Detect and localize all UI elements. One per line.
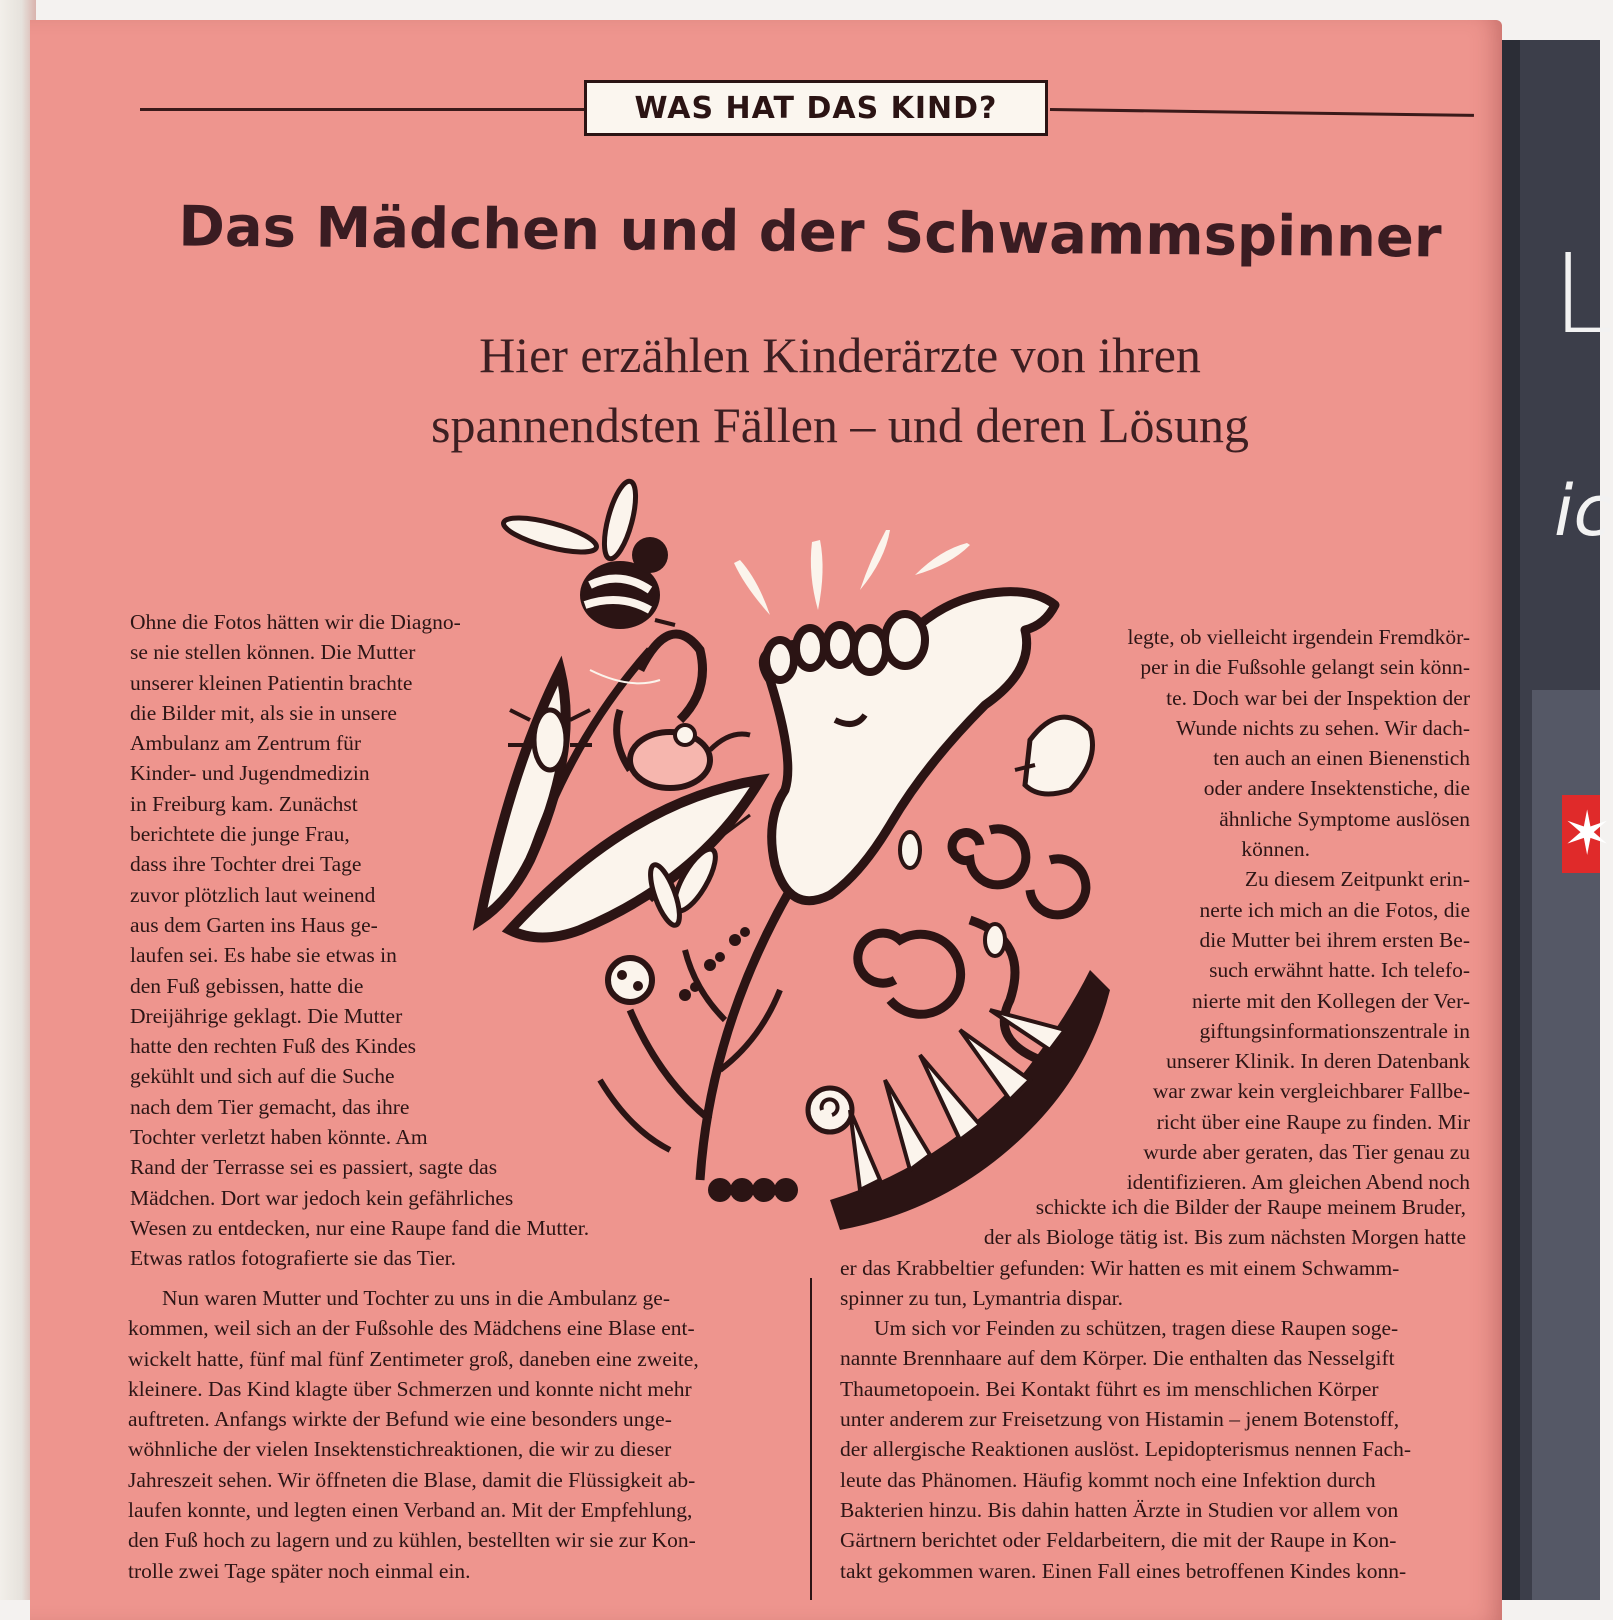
text-line: nierte mit den Kollegen der Ver- — [1192, 988, 1470, 1013]
next-page-text-fragment: L — [1552, 230, 1613, 358]
text-line: er das Krabbeltier gefunden: Wir hatten es mit einem Schwamm- — [840, 1255, 1400, 1280]
text-line: takt gekommen waren. Einen Fall eines betroffenen Kindes konn- — [840, 1558, 1407, 1583]
text-line: Bakterien hinzu. Bis dahin hatten Ärzte in Studien vor allem von — [840, 1497, 1399, 1522]
text-line: gekühlt und sich auf die Suche — [130, 1064, 395, 1089]
text-line: Gärtnern berichtet oder Feldarbeitern, die mit der Raupe in Kon- — [840, 1528, 1397, 1553]
text-line: die Bilder mit, als sie in unsere — [130, 700, 397, 725]
text-line: te. Doch war bei der Inspektion der — [1166, 685, 1470, 710]
text-line: zuvor plötzlich laut weinend — [130, 882, 376, 907]
text-line: nach dem Tier gemacht, das ihre — [130, 1094, 410, 1119]
text-line: Um sich vor Feinden zu schützen, tragen diese Raupen soge- — [874, 1316, 1399, 1341]
text-line: wöhnliche der vielen Insektenstichreaktionen, die wir zu dieser — [128, 1437, 672, 1462]
article-column-right — [1040, 622, 1470, 1198]
text-line: der als Biologe tätig ist. Bis zum nächsten Morgen hatte — [983, 1225, 1466, 1250]
text-line: se nie stellen können. Die Mutter — [130, 640, 416, 665]
text-line: Mädchen. Dort war jedoch kein gefährliches — [130, 1185, 514, 1210]
text-line: unter anderem zur Freisetzung von Histamin – jenem Botenstoff, — [840, 1407, 1400, 1432]
text-line: ähnliche Symptome auslösen — [1219, 806, 1470, 831]
text-line: auftreten. Anfangs wirkte der Befund wie eine besonders unge- — [128, 1407, 672, 1432]
article-subheadline — [260, 320, 1420, 460]
article-headline: Das Mädchen und der Schwammspinner — [178, 194, 1442, 271]
text-line: wickelt hatte, fünf mal fünf Zentimeter groß, daneben eine zweite, — [128, 1346, 699, 1371]
text-line: legte, ob vielleicht irgendein Fremdkör- — [1127, 625, 1470, 649]
text-line: Ambulanz am Zentrum für — [130, 731, 362, 756]
text-line: unserer kleinen Patientin brachte — [130, 670, 413, 695]
text-line: war zwar kein vergleichbarer Fallbe- — [1152, 1079, 1470, 1104]
kicker-rule-left — [140, 108, 584, 111]
star-logo-icon: ✶ — [1562, 795, 1600, 873]
text-line: dass ihre Tochter drei Tage — [130, 852, 362, 877]
subhead-line: spannendsten Fällen – und deren Lösung — [431, 397, 1249, 453]
text-line: trolle zwei Tage später noch einmal ein. — [128, 1558, 471, 1583]
column-divider — [810, 1278, 812, 1600]
text-line: Zu diesem Zeitpunkt erin- — [1244, 867, 1470, 892]
text-line: nannte Brennhaare auf dem Körper. Die enthalten das Nesselgift — [840, 1346, 1395, 1371]
text-line: giftungsinformationszentrale in — [1199, 1018, 1470, 1043]
text-line: Nun waren Mutter und Tochter zu uns in die Ambulanz ge- — [162, 1286, 671, 1310]
text-line: kleinere. Das Kind klagte über Schmerzen und konnte nicht mehr — [128, 1376, 692, 1401]
section-kicker: WAS HAT DAS KIND? — [584, 80, 1048, 136]
snail-icon — [808, 1088, 852, 1132]
text-line: den Fuß gebissen, hatte die — [130, 973, 364, 998]
text-line: in Freiburg kam. Zunächst — [130, 791, 358, 816]
article-column-left-bottom — [128, 1283, 776, 1586]
text-line: der allergische Reaktionen auslöst. Lepidopterismus nennen Fach- — [840, 1437, 1411, 1462]
text-line: leute das Phänomen. Häufig kommt noch eine Infektion durch — [840, 1467, 1376, 1492]
next-page-shadow — [1502, 40, 1520, 1600]
next-page-edge — [1502, 40, 1613, 1600]
text-line: identifizieren. Am gleichen Abend noch — [1126, 1170, 1470, 1195]
text-line: oder andere Insektenstiche, die — [1203, 776, 1470, 801]
text-line: Rand der Terrasse sei es passiert, sagte das — [130, 1155, 498, 1180]
text-line: Wunde nichts zu sehen. Wir dach- — [1176, 715, 1470, 740]
text-line: Etwas ratlos fotografierte sie das Tier. — [130, 1246, 457, 1271]
text-line: berichtete die junge Frau, — [130, 822, 350, 847]
text-line: hatte den rechten Fuß des Kindes — [130, 1034, 416, 1059]
text-line: such erwähnt hatte. Ich telefo- — [1209, 958, 1470, 983]
text-line: schickte ich die Bilder der Raupe meinem Bruder, — [1035, 1195, 1466, 1219]
text-line: laufen sei. Es habe sie etwas in — [130, 943, 397, 968]
text-line: können. — [1241, 837, 1310, 862]
article-column-left — [130, 607, 770, 1274]
next-page-text-fragment-2: ic — [1554, 470, 1612, 552]
text-line: unserer Klinik. In deren Datenbank — [1166, 1049, 1470, 1074]
text-line: Tochter verletzt haben könnte. Am — [130, 1125, 428, 1150]
text-line: den Fuß hoch zu lagern und zu kühlen, bestellten wir sie zur Kon- — [128, 1528, 696, 1553]
text-line: ten auch an einen Bienenstich — [1213, 746, 1470, 771]
text-line: Wesen zu entdecken, nur eine Raupe fand die Mutter. — [130, 1215, 590, 1240]
text-line: per in die Fußsohle gelangt sein könn- — [1140, 655, 1470, 680]
sparkle-icon — [734, 530, 970, 615]
article-column-right-bottom — [840, 1192, 1466, 1586]
text-line: Ohne die Fotos hätten wir die Diagno- — [130, 610, 461, 634]
text-line: kommen, weil sich an der Fußsohle des Mädchens eine Blase ent- — [128, 1316, 695, 1341]
text-line: wurde aber geraten, das Tier genau zu — [1143, 1140, 1470, 1165]
text-line: Thaumetopoein. Bei Kontakt führt es im menschlichen Körper — [840, 1376, 1379, 1401]
text-line: nerte ich mich an die Fotos, die — [1199, 897, 1470, 922]
text-line: Jahreszeit sehen. Wir öffneten die Blase, damit die Flüssigkeit ab- — [128, 1467, 696, 1492]
text-line: richt über eine Raupe zu finden. Mir — [1156, 1109, 1470, 1134]
text-line: spinner zu tun, Lymantria dispar. — [840, 1285, 1124, 1310]
text-line: die Mutter bei ihrem ersten Be- — [1199, 927, 1470, 952]
text-line: Dreijährige geklagt. Die Mutter — [130, 1003, 403, 1028]
text-line: aus dem Garten ins Haus ge- — [130, 912, 378, 937]
subhead-line: Hier erzählen Kinderärzte von ihren — [479, 327, 1201, 383]
text-line: Kinder- und Jugendmedizin — [130, 761, 370, 786]
text-line: laufen konnte, und legten einen Verband an. Mit der Empfehlung, — [128, 1498, 693, 1523]
